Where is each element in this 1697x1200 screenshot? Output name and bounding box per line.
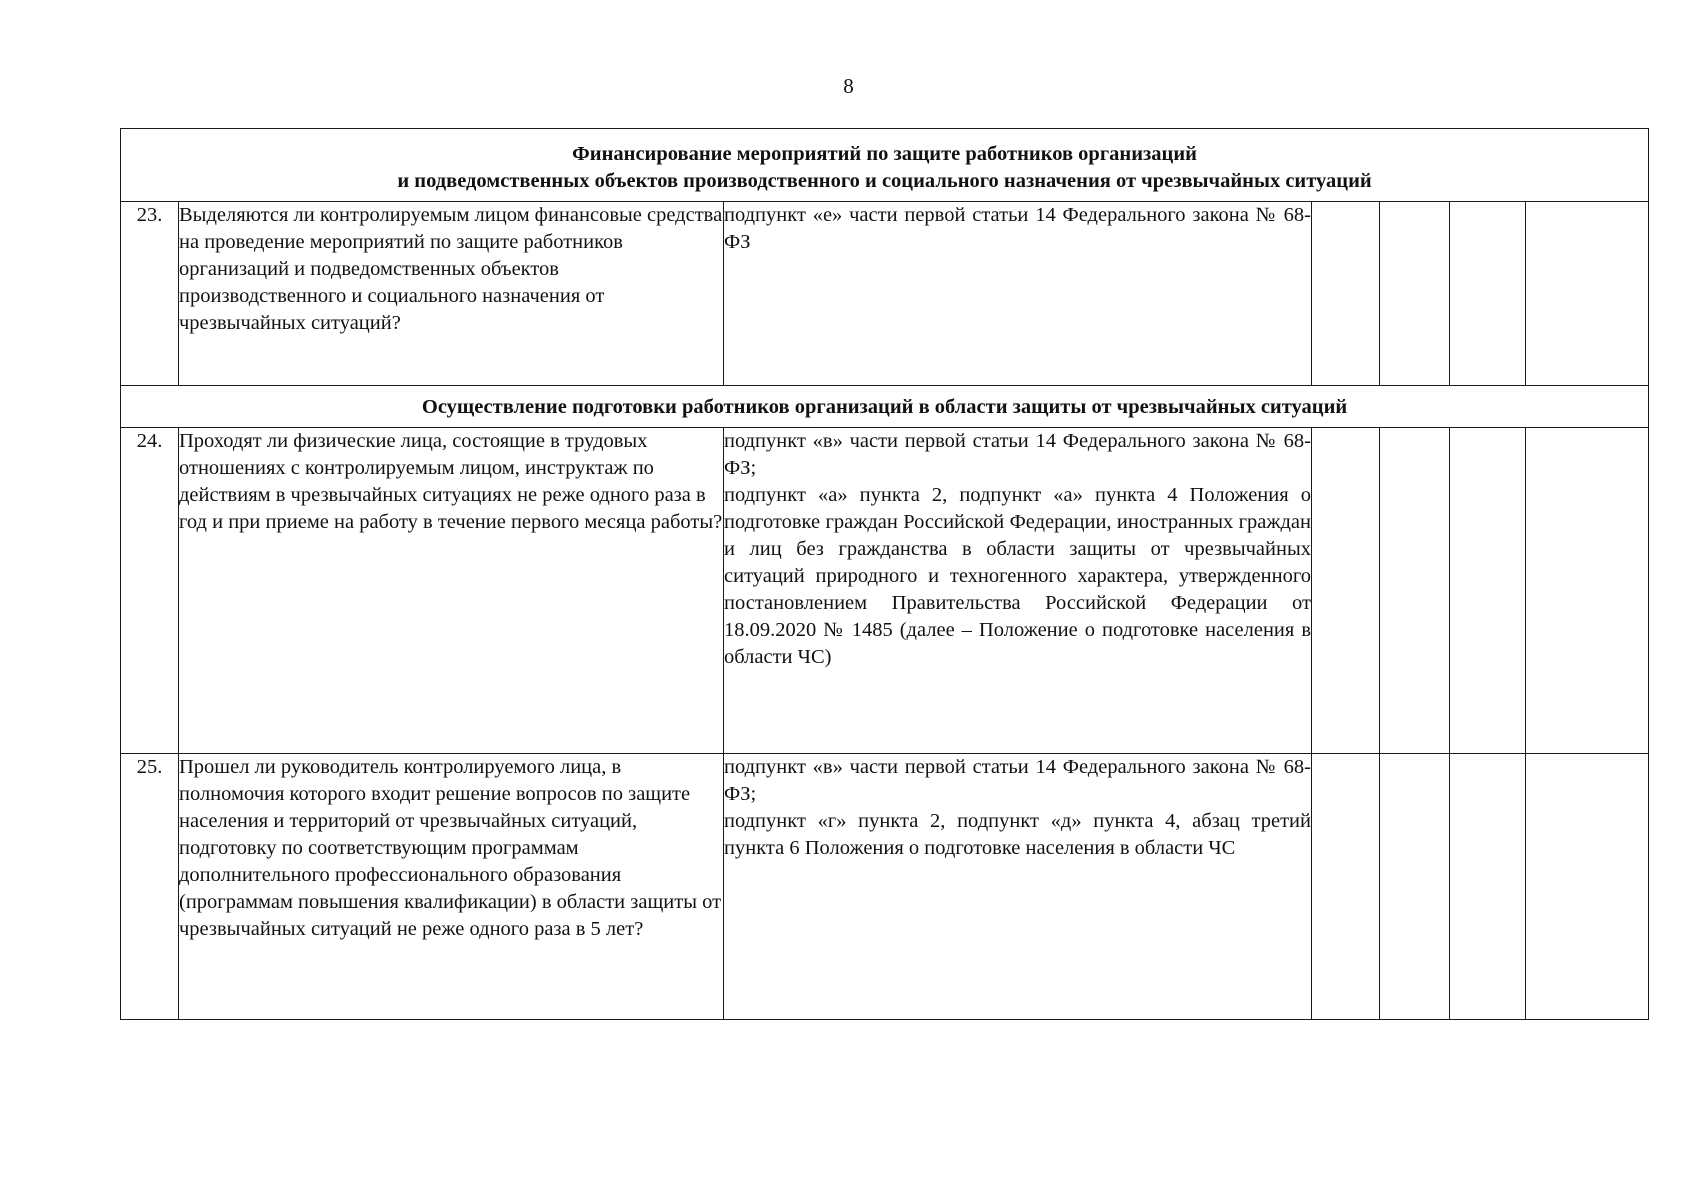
question-text: Прошел ли руководитель контролируемого лица, в полномочия которого входит решение вопросов по защите населения и территорий от чрезвычайных ситуаций, подготовку по соответствующим программам дополнительного профессионального образования (программам повышения квалификации) в области защиты от чрезвычайных ситуаций не реже одного раза в 5 лет? bbox=[179, 756, 722, 940]
row-number: 23. bbox=[121, 202, 179, 386]
answer-cell-no[interactable] bbox=[1380, 202, 1450, 386]
row-number: 24. bbox=[121, 428, 179, 754]
section-title-line: Финансирование мероприятий по защите работников организаций bbox=[572, 143, 1197, 165]
section-title-line: Осуществление подготовки работников организаций в области защиты от чрезвычайных ситуаций bbox=[421, 396, 1348, 418]
norm-reference-text: подпункт «а» пункта 2, подпункт «а» пункта 4 Положения о подготовке граждан Российской Федерации, иностранных граждан и лиц без гражданства в области защиты от чрезвычайных ситуаций природного и техногенного характера, утвержденного постановлением Правительства Российской Федерации от 18.09.2020 № 1485 (далее – Положение о подготовке населения в области ЧС) bbox=[724, 484, 1311, 668]
answer-cell-no[interactable] bbox=[1380, 754, 1450, 1020]
table-row bbox=[121, 202, 1649, 386]
section-title-line: и подведомственных объектов производственного и социального назначения от чрезвычайных ситуаций bbox=[397, 170, 1372, 192]
section-header-training bbox=[121, 386, 1649, 428]
answer-cell-yes[interactable] bbox=[1312, 202, 1380, 386]
norm-reference-text: подпункт «е» части первой статьи 14 Федерального закона № 68-ФЗ bbox=[724, 204, 1311, 253]
section-title-cell bbox=[121, 129, 1649, 202]
norm-reference-text: подпункт «в» части первой статьи 14 Федерального закона № 68-ФЗ; bbox=[724, 430, 1311, 479]
row-number: 25. bbox=[121, 754, 179, 1020]
answer-cell-not-applicable[interactable] bbox=[1450, 428, 1526, 754]
norm-reference-text: подпункт «г» пункта 2, подпункт «д» пункта 4, абзац третий пункта 6 Положения о подготовке населения в области ЧС bbox=[724, 810, 1311, 859]
table-row bbox=[121, 428, 1649, 754]
checklist-table bbox=[120, 128, 1649, 1020]
answer-cell-note[interactable] bbox=[1526, 202, 1649, 386]
table-row bbox=[121, 754, 1649, 1020]
question-cell bbox=[179, 202, 724, 386]
answer-cell-yes[interactable] bbox=[1312, 428, 1380, 754]
section-header-financing bbox=[121, 129, 1649, 202]
norm-reference-cell bbox=[724, 754, 1312, 1020]
answer-cell-note[interactable] bbox=[1526, 428, 1649, 754]
question-text: Проходят ли физические лица, состоящие в трудовых отношениях с контролируемым лицом, инструктаж по действиям в чрезвычайных ситуациях не реже одного раза в год и при приеме на работу в течение первого месяца работы? bbox=[179, 430, 723, 533]
question-text: Выделяются ли контролируемым лицом финансовые средства на проведение мероприятий по защите работников организаций и подведомственных объектов производственного и социального назначения от чрезвычайных ситуаций? bbox=[179, 204, 723, 334]
question-cell bbox=[179, 428, 724, 754]
answer-cell-not-applicable[interactable] bbox=[1450, 202, 1526, 386]
norm-reference-text: подпункт «в» части первой статьи 14 Федерального закона № 68-ФЗ; bbox=[724, 756, 1311, 805]
section-title-cell bbox=[121, 386, 1649, 428]
question-cell bbox=[179, 754, 724, 1020]
page-number: 8 bbox=[843, 74, 854, 98]
norm-reference-cell bbox=[724, 202, 1312, 386]
answer-cell-yes[interactable] bbox=[1312, 754, 1380, 1020]
answer-cell-no[interactable] bbox=[1380, 428, 1450, 754]
answer-cell-not-applicable[interactable] bbox=[1450, 754, 1526, 1020]
norm-reference-cell bbox=[724, 428, 1312, 754]
answer-cell-note[interactable] bbox=[1526, 754, 1649, 1020]
